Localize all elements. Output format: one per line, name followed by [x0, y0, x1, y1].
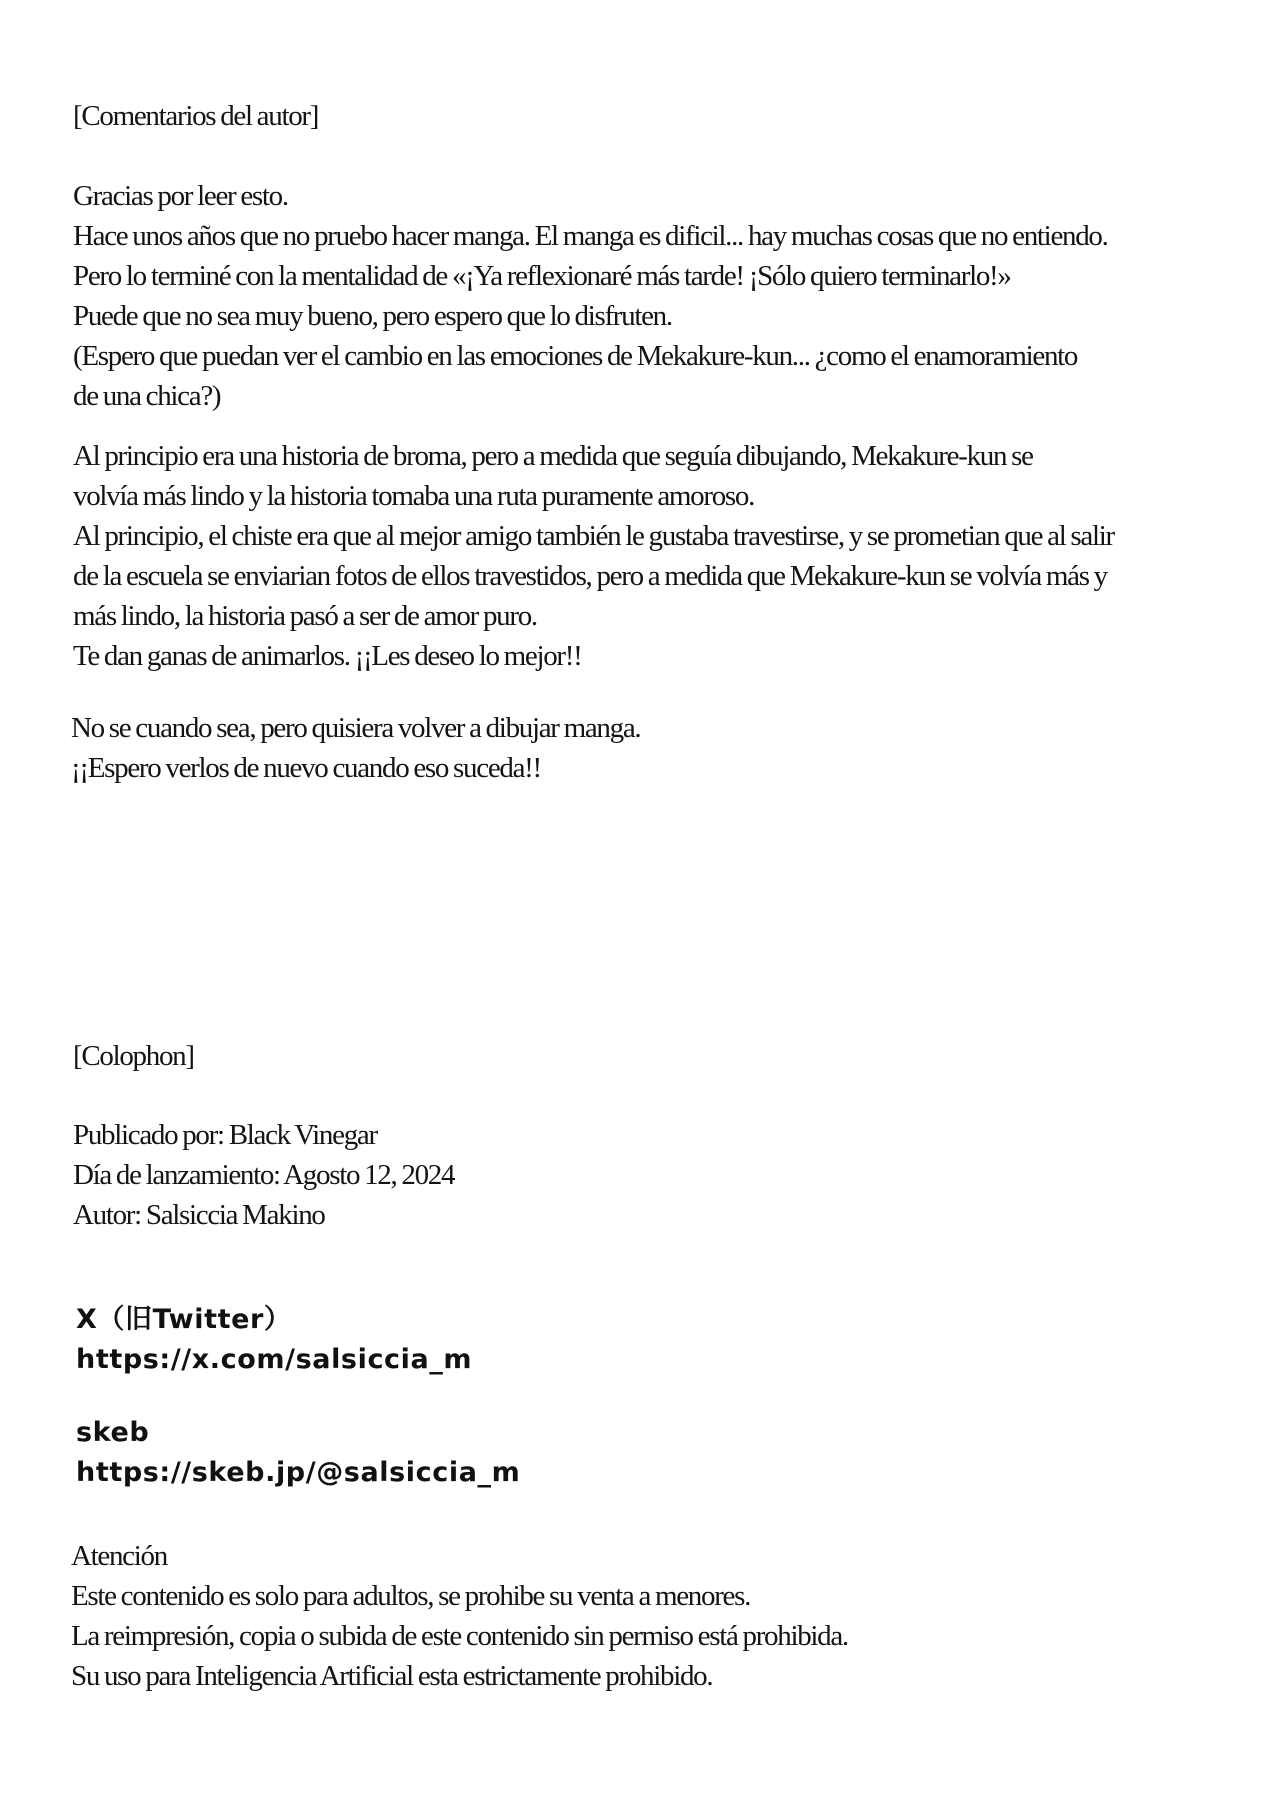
text-line: (Espero que puedan ver el cambio en las emociones de Mekakure-kun... ¿como el enamoramiento — [73, 340, 1078, 372]
skeb-link-block — [76, 1413, 520, 1493]
colophon-details — [73, 1115, 454, 1235]
text-line: Al principio era una historia de broma, pero a medida que seguía dibujando, Mekakure-kun se — [73, 440, 1033, 472]
author-comments-paragraph-3 — [71, 708, 640, 788]
text-line: volvía más lindo y la historia tomaba una ruta puramente amoroso. — [73, 480, 755, 512]
text-line: ¡¡Espero verlos de nuevo cuando eso suceda!! — [71, 752, 541, 784]
author-comments-paragraph-1 — [73, 176, 1108, 416]
notice-section — [71, 1536, 848, 1696]
text-line: Pero lo terminé con la mentalidad de «¡Ya reflexionaré más tarde! ¡Sólo quiero terminarlo!» — [73, 260, 1011, 292]
text-line: más lindo, la historia pasó a ser de amor puro. — [73, 600, 537, 632]
twitter-label: X（旧Twitter） — [76, 1304, 292, 1335]
text-line: Te dan ganas de animarlos. ¡¡Les deseo lo mejor!! — [73, 640, 582, 672]
text-line: de una chica?) — [73, 380, 221, 412]
skeb-url-link[interactable]: https://skeb.jp/@salsiccia_m — [76, 1457, 521, 1488]
text-line: No se cuando sea, pero quisiera volver a dibujar manga. — [71, 712, 641, 744]
twitter-link-block — [76, 1300, 472, 1380]
skeb-label: skeb — [76, 1417, 150, 1448]
colophon-section — [73, 1036, 194, 1076]
author-comments-heading: [Comentarios del autor] — [73, 100, 319, 132]
notice-line: La reimpresión, copia o subida de este contenido sin permiso está prohibida. — [71, 1620, 848, 1652]
text-line: Al principio, el chiste era que al mejor amigo también le gustaba travestirse, y se prometian que al salir — [73, 520, 1114, 552]
text-line: Hace unos años que no pruebo hacer manga. El manga es dificil... hay muchas cosas que no entiendo. — [73, 220, 1108, 252]
text-line: Puede que no sea muy bueno, pero espero que lo disfruten. — [73, 300, 672, 332]
notice-heading: Atención — [71, 1540, 167, 1572]
author-comments-paragraph-2 — [73, 436, 1114, 676]
notice-line: Este contenido es solo para adultos, se prohibe su venta a menores. — [71, 1580, 751, 1612]
publisher-line: Publicado por: Black Vinegar — [73, 1119, 377, 1151]
colophon-heading: [Colophon] — [73, 1040, 194, 1072]
author-comments-section — [73, 96, 318, 136]
release-date-line: Día de lanzamiento: Agosto 12, 2024 — [73, 1159, 455, 1191]
author-line: Autor: Salsiccia Makino — [73, 1199, 325, 1231]
notice-line: Su uso para Inteligencia Artificial esta estrictamente prohibido. — [71, 1660, 713, 1692]
text-line: de la escuela se enviarian fotos de ellos travestidos, pero a medida que Mekakure-kun se volvía más y — [73, 560, 1107, 592]
text-line: Gracias por leer esto. — [73, 180, 288, 212]
twitter-url-link[interactable]: https://x.com/salsiccia_m — [76, 1344, 473, 1375]
